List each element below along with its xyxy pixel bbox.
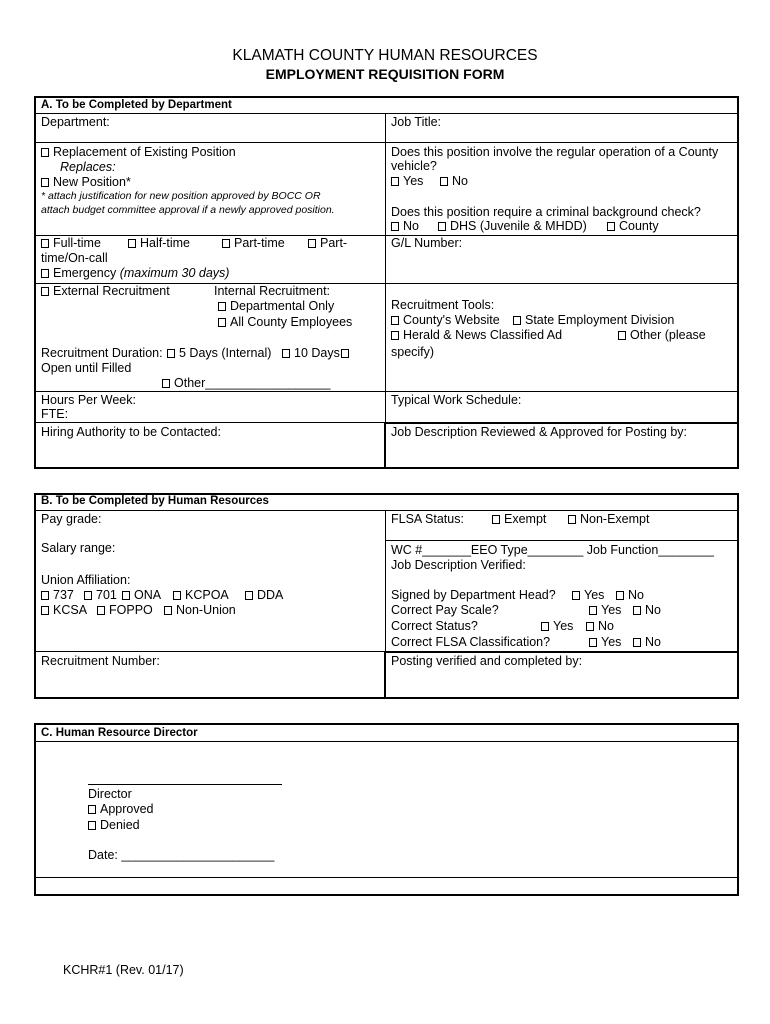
recruitment-tools-label: Recruitment Tools:: [391, 298, 495, 312]
specify-label: specify): [391, 345, 435, 359]
checkbox-icon[interactable]: [492, 515, 500, 524]
background-no[interactable]: No: [391, 219, 419, 233]
jd-reviewed-label: Job Description Reviewed & Approved for Posting by:: [391, 425, 687, 439]
department-label: Department:: [41, 115, 110, 129]
checkbox-icon[interactable]: [122, 591, 130, 600]
vehicle-yes[interactable]: Yes: [391, 174, 423, 188]
work-schedule-label: Typical Work Schedule:: [391, 393, 522, 407]
checkbox-icon[interactable]: [633, 638, 641, 647]
vehicle-question-cont: vehicle?: [391, 159, 437, 173]
checkbox-icon[interactable]: [616, 591, 624, 600]
checkbox-icon[interactable]: [589, 638, 597, 647]
other-duration-option[interactable]: Other__________________: [162, 376, 330, 390]
denied-option[interactable]: Denied: [88, 818, 140, 832]
approved-option[interactable]: Approved: [88, 802, 154, 816]
checkbox-icon[interactable]: [218, 302, 226, 311]
checkbox-icon[interactable]: [164, 606, 172, 615]
union-ona-option[interactable]: ONA: [122, 588, 161, 602]
status-no[interactable]: No: [586, 619, 614, 633]
departmental-only-option[interactable]: Departmental Only: [218, 299, 334, 313]
checkbox-icon[interactable]: [513, 316, 521, 325]
non-union-option[interactable]: Non-Union: [164, 603, 236, 617]
full-time-option[interactable]: Full-time: [41, 236, 101, 250]
checkbox-icon[interactable]: [41, 606, 49, 615]
signed-yes[interactable]: Yes: [572, 588, 604, 602]
duration-label: Recruitment Duration:: [41, 346, 163, 360]
part-time-oncall-cont: time/On-call: [41, 251, 108, 265]
date-field[interactable]: Date: ______________________: [88, 848, 275, 862]
union-701-option[interactable]: 701: [84, 588, 117, 602]
checkbox-icon[interactable]: [88, 821, 96, 830]
exempt-option[interactable]: Exempt: [492, 512, 546, 526]
checkbox-icon[interactable]: [41, 591, 49, 600]
checkbox-icon[interactable]: [41, 239, 49, 248]
pay-scale-no[interactable]: No: [633, 603, 661, 617]
checkbox-icon[interactable]: [218, 318, 226, 327]
justification-note-2: attach budget committee approval if a newly approved position.: [41, 204, 335, 216]
background-county[interactable]: County: [607, 219, 659, 233]
pay-grade-label: Pay grade:: [41, 512, 102, 526]
form-code: KCHR#1 (Rev. 01/17): [63, 963, 184, 977]
checkbox-icon[interactable]: [586, 622, 594, 631]
hours-per-week-label: Hours Per Week:: [41, 393, 136, 407]
checkbox-icon[interactable]: [589, 606, 597, 615]
union-affiliation-label: Union Affiliation:: [41, 573, 131, 587]
checkbox-icon[interactable]: [88, 805, 96, 814]
replaces-label: Replaces:: [60, 160, 116, 174]
flsa-class-no[interactable]: No: [633, 635, 661, 649]
part-time-option[interactable]: Part-time: [222, 236, 285, 250]
background-question: Does this position require a criminal background check?: [391, 205, 701, 219]
checkbox-icon[interactable]: [222, 239, 230, 248]
director-signature-line[interactable]: [88, 784, 282, 785]
checkbox-icon[interactable]: [162, 379, 170, 388]
checkbox-icon[interactable]: [341, 349, 349, 358]
pay-scale-question: Correct Pay Scale?: [391, 603, 499, 617]
section-a-heading: A. To be Completed by Department: [41, 99, 232, 111]
checkbox-icon[interactable]: [173, 591, 181, 600]
background-dhs[interactable]: DHS (Juvenile & MHDD): [438, 219, 587, 233]
checkbox-icon[interactable]: [128, 239, 136, 248]
pay-scale-yes[interactable]: Yes: [589, 603, 621, 617]
checkbox-icon[interactable]: [438, 222, 446, 231]
checkbox-icon[interactable]: [391, 177, 399, 186]
other-tool-option[interactable]: Other (please: [618, 328, 706, 342]
section-b-heading: B. To be Completed by Human Resources: [41, 495, 269, 507]
org-title: KLAMATH COUNTY HUMAN RESOURCES: [232, 47, 538, 64]
form-title: EMPLOYMENT REQUISITION FORM: [265, 66, 505, 82]
non-exempt-option[interactable]: Non-Exempt: [568, 512, 649, 526]
wc-eeo-line: WC #_______EEO Type________ Job Function________: [391, 543, 714, 557]
recruitment-number-label: Recruitment Number:: [41, 654, 160, 668]
gl-number-label: G/L Number:: [391, 236, 463, 250]
vehicle-question: Does this position involve the regular operation of a County: [391, 145, 719, 159]
flsa-class-yes[interactable]: Yes: [589, 635, 621, 649]
open-until-filled-option[interactable]: [341, 346, 353, 360]
checkbox-icon[interactable]: [41, 269, 49, 278]
union-kcsa-option[interactable]: KCSA: [41, 603, 87, 617]
checkbox-icon[interactable]: [167, 349, 175, 358]
checkbox-icon[interactable]: [97, 606, 105, 615]
salary-range-label: Salary range:: [41, 541, 116, 555]
checkbox-icon[interactable]: [84, 591, 92, 600]
all-county-option[interactable]: All County Employees: [218, 315, 352, 329]
union-dda-option[interactable]: DDA: [245, 588, 283, 602]
checkbox-icon[interactable]: [572, 591, 580, 600]
checkbox-icon[interactable]: [41, 287, 49, 296]
five-days-option[interactable]: 5 Days (Internal): [167, 346, 271, 360]
state-employment-option[interactable]: State Employment Division: [513, 313, 674, 327]
justification-note-1: * attach justification for new position approved by BOCC OR: [41, 190, 321, 202]
union-foppo-option[interactable]: FOPPO: [97, 603, 153, 617]
flsa-class-question: Correct FLSA Classification?: [391, 635, 551, 649]
checkbox-icon[interactable]: [41, 178, 49, 187]
hiring-authority-label: Hiring Authority to be Contacted:: [41, 425, 221, 439]
checkbox-icon[interactable]: [607, 222, 615, 231]
checkbox-icon[interactable]: [41, 148, 49, 157]
checkbox-icon[interactable]: [568, 515, 576, 524]
status-question: Correct Status?: [391, 619, 478, 633]
checkbox-icon[interactable]: [308, 239, 316, 248]
checkbox-icon[interactable]: [245, 591, 253, 600]
jd-verified-label: Job Description Verified:: [391, 558, 526, 572]
union-737-option[interactable]: 737: [41, 588, 74, 602]
checkbox-icon[interactable]: [440, 177, 448, 186]
status-yes[interactable]: Yes: [541, 619, 573, 633]
posting-verified-label: Posting verified and completed by:: [391, 654, 583, 668]
job-title-label: Job Title:: [391, 115, 442, 129]
checkbox-icon[interactable]: [391, 222, 399, 231]
fte-label: FTE:: [41, 407, 69, 421]
herald-news-option[interactable]: Herald & News Classified Ad: [391, 328, 562, 342]
emergency-option[interactable]: Emergency (maximum 30 days): [41, 266, 229, 280]
ten-days-option[interactable]: 10 Days: [282, 346, 340, 360]
checkbox-icon[interactable]: [391, 316, 399, 325]
director-label: Director: [88, 787, 132, 801]
new-position-option[interactable]: New Position*: [41, 175, 131, 189]
flsa-status-label: FLSA Status:: [391, 512, 464, 526]
signed-no[interactable]: No: [616, 588, 644, 602]
external-recruitment-option[interactable]: External Recruitment: [41, 284, 170, 298]
checkbox-icon[interactable]: [541, 622, 549, 631]
open-until-filled-label: Open until Filled: [41, 361, 132, 375]
checkbox-icon[interactable]: [618, 331, 626, 340]
replacement-option[interactable]: Replacement of Existing Position: [41, 145, 236, 159]
part-time-oncall-option[interactable]: Part-: [308, 236, 347, 250]
checkbox-icon[interactable]: [633, 606, 641, 615]
county-website-option[interactable]: County's Website: [391, 313, 500, 327]
vehicle-no[interactable]: No: [440, 174, 468, 188]
union-kcpoa-option[interactable]: KCPOA: [173, 588, 229, 602]
signed-question: Signed by Department Head?: [391, 588, 556, 602]
section-c-heading: C. Human Resource Director: [41, 727, 198, 739]
checkbox-icon[interactable]: [391, 331, 399, 340]
internal-recruitment-label: Internal Recruitment:: [214, 284, 331, 298]
half-time-option[interactable]: Half-time: [128, 236, 190, 250]
checkbox-icon[interactable]: [282, 349, 290, 358]
